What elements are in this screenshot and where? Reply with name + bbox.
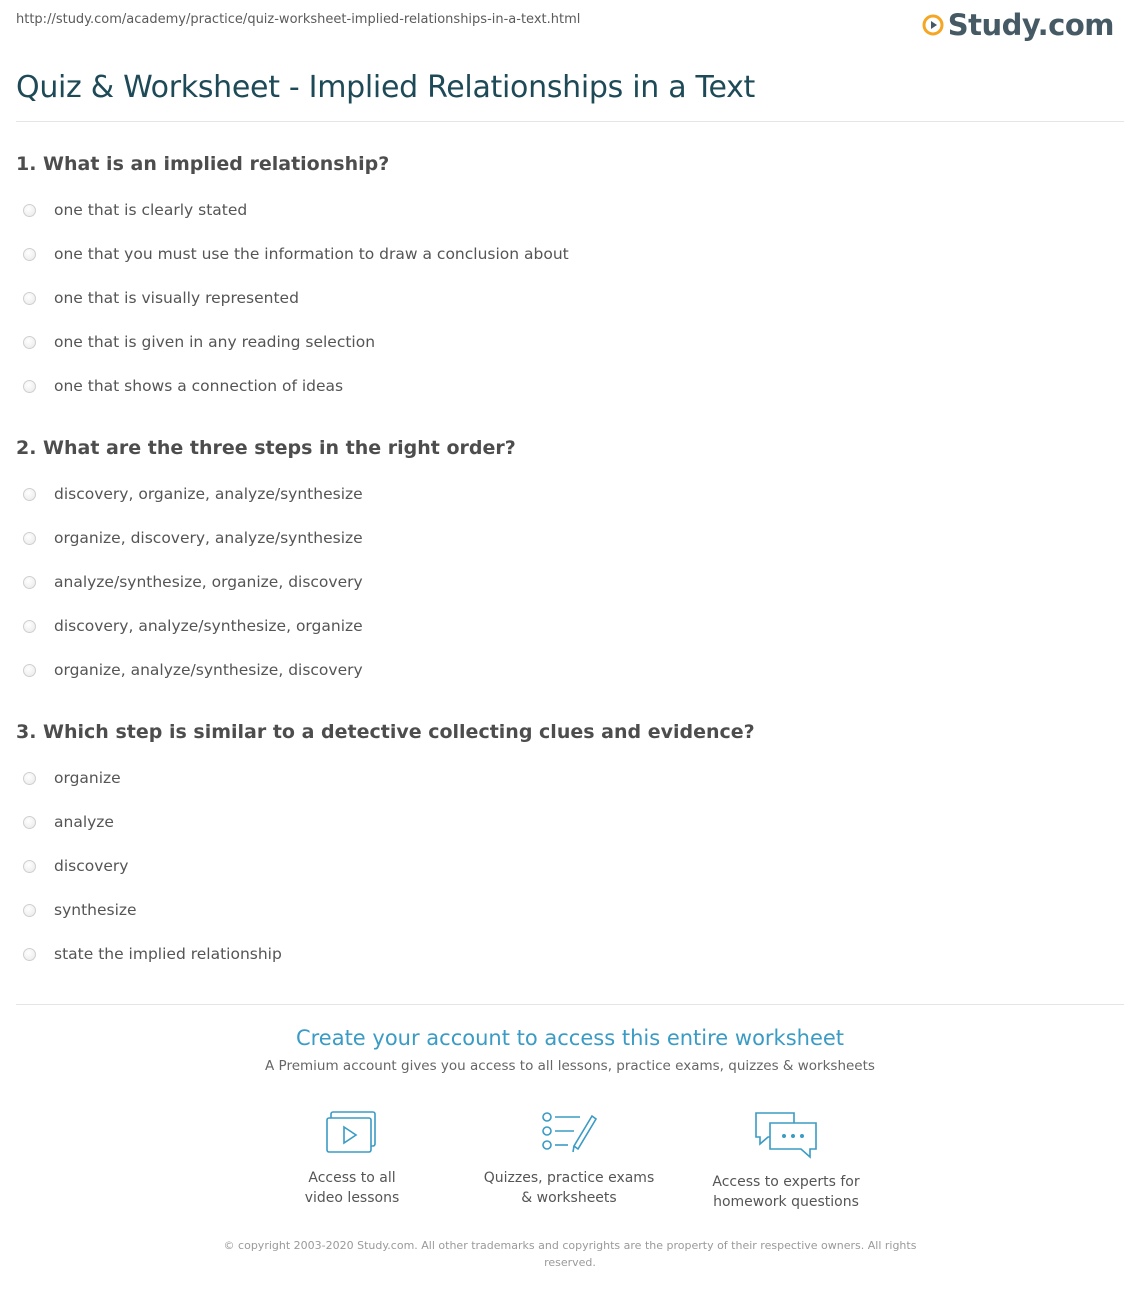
answer-choice[interactable] <box>16 516 1116 560</box>
answer-choice-label: one that is visually represented <box>54 289 299 307</box>
answer-choice[interactable] <box>16 932 1116 976</box>
radio-button[interactable] <box>23 204 36 217</box>
create-account-link[interactable]: Create your account to access this entire worksheet <box>295 1026 845 1050</box>
question-text: 1. What is an implied relationship? <box>16 153 390 175</box>
radio-button[interactable] <box>23 664 36 677</box>
quiz-checklist-icon <box>540 1110 598 1156</box>
title-divider <box>16 121 1124 122</box>
answer-choice[interactable] <box>16 756 1116 800</box>
answer-choice-label: discovery, organize, analyze/synthesize <box>54 485 363 503</box>
question-3 <box>16 721 1116 976</box>
section-divider <box>16 1004 1124 1005</box>
question-2 <box>16 437 1116 692</box>
page-title: Quiz & Worksheet - Implied Relationships in a Text <box>16 70 755 105</box>
feature-video-lessons-label: Access to all video lessons <box>304 1170 400 1206</box>
answer-choice[interactable] <box>16 188 1116 232</box>
answer-choice-label: organize, discovery, analyze/synthesize <box>54 529 363 547</box>
radio-button[interactable] <box>23 904 36 917</box>
radio-button[interactable] <box>23 772 36 785</box>
answer-choice-label: analyze <box>54 813 114 831</box>
feature-experts <box>686 1110 886 1212</box>
answer-choice-label: organize <box>54 769 121 787</box>
chat-bubbles-icon <box>754 1110 818 1160</box>
radio-button[interactable] <box>23 860 36 873</box>
answer-choice[interactable] <box>16 472 1116 516</box>
radio-button[interactable] <box>23 336 36 349</box>
question-text: 3. Which step is similar to a detective collecting clues and evidence? <box>16 721 755 743</box>
radio-button[interactable] <box>23 380 36 393</box>
play-circle-icon <box>922 14 944 36</box>
answer-choice[interactable] <box>16 648 1116 692</box>
answer-choice-label: one that shows a connection of ideas <box>54 377 344 395</box>
answer-choice[interactable] <box>16 844 1116 888</box>
question-1 <box>16 153 1116 408</box>
radio-button[interactable] <box>23 488 36 501</box>
answer-choice-label: discovery <box>54 857 129 875</box>
copyright-footer: © copyright 2003-2020 Study.com. All other trademarks and copyrights are the property of their respective owners. All rights reserved. <box>223 1239 917 1269</box>
feature-quizzes <box>469 1110 669 1208</box>
answer-choice[interactable] <box>16 560 1116 604</box>
answer-choice[interactable] <box>16 276 1116 320</box>
answer-choice-label: one that is clearly stated <box>54 201 248 219</box>
premium-description: A Premium account gives you access to all lessons, practice exams, quizzes & worksheets <box>265 1058 875 1074</box>
answer-choice-label: organize, analyze/synthesize, discovery <box>54 661 363 679</box>
answer-choice-label: synthesize <box>54 901 137 919</box>
answer-choice[interactable] <box>16 320 1116 364</box>
study-com-logo[interactable] <box>922 8 1114 42</box>
feature-quizzes-label: Quizzes, practice exams & worksheets <box>483 1170 655 1206</box>
question-text: 2. What are the three steps in the right order? <box>16 437 516 459</box>
answer-choice[interactable] <box>16 888 1116 932</box>
answer-choice-label: state the implied relationship <box>54 945 282 963</box>
radio-button[interactable] <box>23 816 36 829</box>
radio-button[interactable] <box>23 576 36 589</box>
radio-button[interactable] <box>23 532 36 545</box>
radio-button[interactable] <box>23 248 36 261</box>
video-lessons-icon <box>325 1110 379 1156</box>
answer-choice-label: one that you must use the information to draw a conclusion about <box>54 245 569 263</box>
answer-choice[interactable] <box>16 604 1116 648</box>
answer-choice[interactable] <box>16 800 1116 844</box>
answer-choice-label: one that is given in any reading selection <box>54 333 376 351</box>
radio-button[interactable] <box>23 292 36 305</box>
answer-choice-label: analyze/synthesize, organize, discovery <box>54 573 363 591</box>
answer-choice-label: discovery, analyze/synthesize, organize <box>54 617 363 635</box>
feature-video-lessons <box>252 1110 452 1208</box>
radio-button[interactable] <box>23 620 36 633</box>
answer-choice[interactable] <box>16 364 1116 408</box>
page-url: http://study.com/academy/practice/quiz-worksheet-implied-relationships-in-a-text.html <box>16 12 581 27</box>
answer-choice[interactable] <box>16 232 1116 276</box>
feature-experts-label: Access to experts for homework questions <box>712 1174 860 1210</box>
logo-text: Study.com <box>947 8 1114 42</box>
radio-button[interactable] <box>23 948 36 961</box>
